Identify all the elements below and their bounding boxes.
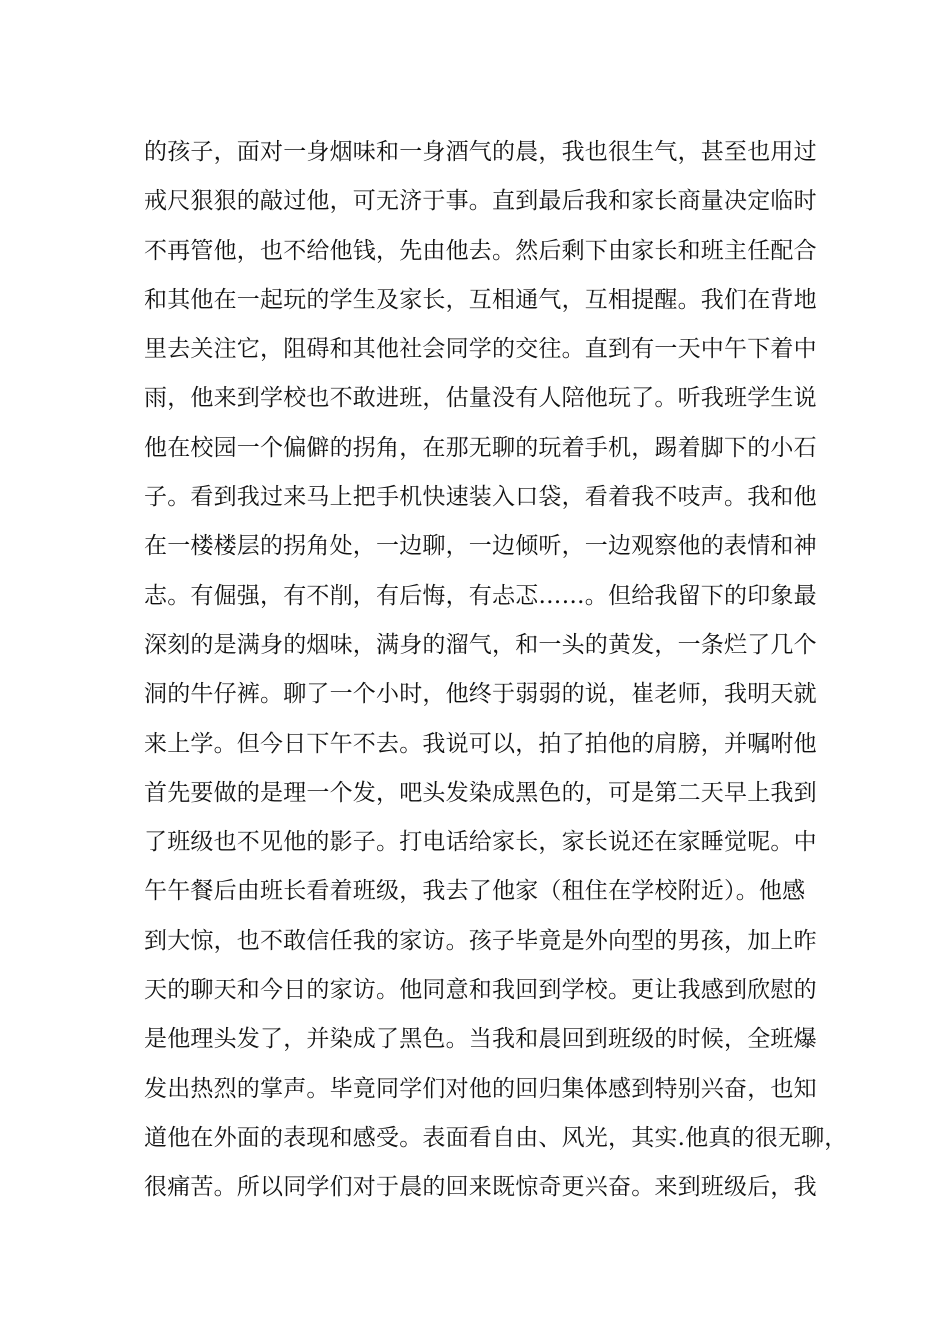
text-line: 是他理头发了，并染成了黑色。当我和晨回到班级的时候，全班爆	[144, 1026, 817, 1053]
text-line: 雨，他来到学校也不敢进班，估量没有人陪他玩了。听我班学生说	[144, 385, 817, 412]
text-line: 深刻的是满身的烟味，满身的溜气，和一头的黄发，一条烂了几个	[144, 631, 817, 658]
text-line: 发出热烈的掌声。毕竟同学们对他的回归集体感到特别兴奋，也知	[144, 1075, 817, 1102]
text-line: 和其他在一起玩的学生及家长，互相通气，互相提醒。我们在背地	[144, 286, 817, 313]
document-body	[144, 132, 848, 1217]
text-line: 天的聊天和今日的家访。他同意和我回到学校。更让我感到欣慰的	[144, 977, 817, 1004]
text-line: 很痛苦。所以同学们对于晨的回来既惊奇更兴奋。来到班级后，我	[144, 1174, 817, 1201]
text-line: 首先要做的是理一个发，吧头发染成黑色的，可是第二天早上我到	[144, 779, 817, 806]
text-line: 来上学。但今日下午不去。我说可以，拍了拍他的肩膀，并嘱咐他	[144, 730, 817, 757]
text-line: 子。看到我过来马上把手机快速装入口袋，看着我不吱声。我和他	[144, 484, 817, 511]
text-line: 他在校园一个偏僻的拐角，在那无聊的玩着手机，踢着脚下的小石	[144, 434, 817, 461]
text-line: 道他在外面的表现和感受。表面看自由、风光，其实.他真的很无聊，	[144, 1124, 848, 1151]
text-line: 午午餐后由班长看着班级，我去了他家（租住在学校附近）。他感	[144, 878, 806, 905]
text-line: 洞的牛仔裤。聊了一个小时，他终于弱弱的说，崔老师，我明天就	[144, 681, 817, 708]
text-line: 的孩子，面对一身烟味和一身酒气的晨，我也很生气，甚至也用过	[144, 139, 817, 165]
text-line: 里去关注它，阻碍和其他社会同学的交往。直到有一天中午下着中	[144, 336, 817, 363]
text-line: 了班级也不见他的影子。打电话给家长，家长说还在家睡觉呢。中	[144, 829, 817, 856]
text-line: 不再管他，也不给他钱，先由他去。然后剩下由家长和班主任配合	[144, 237, 817, 264]
text-line: 志。有倔强，有不削，有后悔，有忐忑……。但给我留下的印象最	[144, 582, 817, 609]
text-line: 到大惊，也不敢信任我的家访。孩子毕竟是外向型的男孩，加上昨	[144, 927, 817, 954]
text-line: 戒尺狠狠的敲过他，可无济于事。直到最后我和家长商量决定临时	[144, 188, 817, 215]
text-line: 在一楼楼层的拐角处，一边聊，一边倾听，一边观察他的表情和神	[144, 533, 817, 560]
